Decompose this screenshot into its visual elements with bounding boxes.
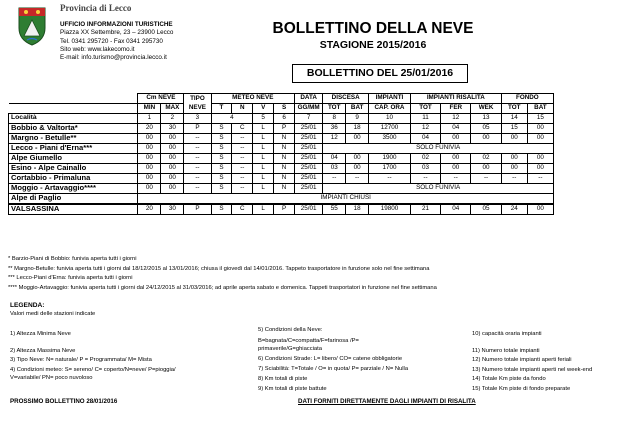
table-cell: 3500 xyxy=(369,134,411,144)
table-cell: N xyxy=(274,164,295,174)
table-cell: 30 xyxy=(161,124,184,134)
table-cell: N xyxy=(274,144,295,154)
blank-corner-2 xyxy=(9,104,138,114)
table-cell: 00 xyxy=(346,154,369,164)
office-contact-block xyxy=(60,21,173,62)
sub-bat-2: BAT xyxy=(527,104,553,114)
sub-s: S xyxy=(274,104,295,114)
table-cell: -- xyxy=(323,174,346,184)
location-name: Alpe di Paglio xyxy=(9,194,138,205)
group-risalita: IMPIANTI RISALITA xyxy=(410,94,501,104)
table-cell: P xyxy=(184,124,211,134)
table-cell: 04 xyxy=(441,124,471,134)
legend-item: 6) Condizioni Strade: L= libero/ CO= catene obbligatorie xyxy=(258,356,403,362)
table-cell: -- xyxy=(346,174,369,184)
table-row xyxy=(9,154,554,164)
table-cell: 04 xyxy=(410,134,440,144)
location-name: Lecco - Piani d'Erna*** xyxy=(9,144,138,154)
table-cell: 25/01 xyxy=(295,174,323,184)
table-cell: 25/01 xyxy=(295,164,323,174)
data-source-label: DATI FORNITI DIRETTAMENTE DAGLI IMPIANTI DI RISALITA xyxy=(298,398,476,405)
col-number: 3 xyxy=(184,114,211,124)
table-cell: -- xyxy=(471,174,501,184)
table-cell: L xyxy=(253,154,274,164)
office-address: Piazza XX Settembre, 23 – 23900 Lecco xyxy=(60,29,174,37)
sub-tot-2: TOT xyxy=(410,104,440,114)
row-status-note: SOLO FUNIVIA xyxy=(323,184,554,194)
legend-item: V=variabile/ PN= poco nuvoloso xyxy=(10,375,93,381)
table-cell: 00 xyxy=(138,134,161,144)
table-row xyxy=(9,174,554,184)
table-cell: -- xyxy=(184,164,211,174)
legend-subtitle: Valori medi delle stazioni indicate xyxy=(10,311,96,317)
row-status-note: SOLO FUNIVIA xyxy=(323,144,554,154)
table-cell: 25/01 xyxy=(295,184,323,194)
table-cell: -- xyxy=(501,174,527,184)
legend-item: B=bagnata/C=compatta/F=farinosa /P= xyxy=(258,338,359,344)
table-cell: 00 xyxy=(161,154,184,164)
legend-item: 9) Km totali di piste battute xyxy=(258,386,327,392)
table-cell: 25/01 xyxy=(295,134,323,144)
table-cell: 02 xyxy=(410,154,440,164)
sub-min: MIN xyxy=(138,104,161,114)
legend-item: 2) Altezza Massima Neve xyxy=(10,348,76,354)
localita-header: Località xyxy=(9,114,138,124)
col-number: 12 xyxy=(441,114,471,124)
table-cell: -- xyxy=(232,134,253,144)
location-name: Esino - Alpe Cainallo xyxy=(9,164,138,174)
summary-cell: 04 xyxy=(441,204,471,215)
summary-cell: 30 xyxy=(161,204,184,215)
table-cell: 00 xyxy=(161,134,184,144)
table-cell: 00 xyxy=(161,144,184,154)
table-cell: L xyxy=(253,174,274,184)
sub-bat: BAT xyxy=(346,104,369,114)
table-cell: 25/01 xyxy=(295,144,323,154)
table-cell: -- xyxy=(441,174,471,184)
table-cell: S xyxy=(211,184,232,194)
table-group-header-row xyxy=(9,94,554,104)
table-row xyxy=(9,164,554,174)
sub-max: MAX xyxy=(161,104,184,114)
table-cell: S xyxy=(211,124,232,134)
table-cell: 1700 xyxy=(369,164,411,174)
summary-cell: 21 xyxy=(410,204,440,215)
legend-item: 13) Numero totale impianti aperti nel week-end xyxy=(472,367,593,373)
col-number: 9 xyxy=(346,114,369,124)
table-cell: N xyxy=(274,184,295,194)
table-subheader-row xyxy=(9,104,554,114)
location-name: Cortabbio - Primaluna xyxy=(9,174,138,184)
group-cm-neve: Cm NEVE xyxy=(138,94,184,104)
legend-item: 7) Sciabilità: T=Totale / O= in quota/ P= parziale / N= Nulla xyxy=(258,366,409,372)
table-cell: 00 xyxy=(138,164,161,174)
table-cell: 00 xyxy=(501,164,527,174)
table-cell: -- xyxy=(369,174,411,184)
row-status-note: IMPIANTI CHIUSI xyxy=(138,194,554,205)
col-number: 11 xyxy=(410,114,440,124)
legend-item: 10) capacità oraria impianti xyxy=(472,331,542,337)
table-cell: -- xyxy=(184,154,211,164)
table-cell: 04 xyxy=(323,154,346,164)
legend-item: 1) Altezza Minima Neve xyxy=(10,331,71,337)
sub-cap-ora: CAP. ORA xyxy=(369,104,411,114)
table-cell: L xyxy=(253,134,274,144)
table-cell: N xyxy=(274,134,295,144)
table-cell: 12 xyxy=(323,134,346,144)
table-cell: 00 xyxy=(527,154,553,164)
table-cell: 18 xyxy=(346,124,369,134)
group-meteo: METEO NEVE xyxy=(211,94,295,104)
table-cell: N xyxy=(274,174,295,184)
table-cell: 05 xyxy=(471,124,501,134)
table-cell: S xyxy=(211,144,232,154)
bulletin-date-box: BOLLETTINO DEL 25/01/2016 xyxy=(292,64,468,83)
footnote: *** Lecco-Piani d'Erna: funivia aperta tutti i giorni xyxy=(8,275,133,281)
table-row xyxy=(9,124,554,134)
table-cell: 00 xyxy=(346,164,369,174)
footnote: ** Margno-Betulle: funivia aperta tutti i giorni dal 18/12/2015 al 13/01/2016; chiusa il giovedì dal 14/01/2016. Tappeto trasportatore in funzione solo nel fine settimana xyxy=(8,265,430,272)
sub-fer: FER xyxy=(441,104,471,114)
table-cell: 00 xyxy=(441,154,471,164)
table-cell: 00 xyxy=(527,124,553,134)
table-cell: 12700 xyxy=(369,124,411,134)
season-label: STAGIONE 2015/2016 xyxy=(319,39,427,51)
table-cell: -- xyxy=(184,184,211,194)
table-cell: 00 xyxy=(161,174,184,184)
location-name: Margno - Betulle** xyxy=(9,134,138,144)
table-cell: 00 xyxy=(441,164,471,174)
summary-name: VALSASSINA xyxy=(9,204,138,215)
col-number: 14 xyxy=(501,114,527,124)
next-bulletin-label: PROSSIMO BOLLETTINO 28/01/2016 xyxy=(10,398,118,405)
column-number-row xyxy=(9,114,554,124)
table-cell: 00 xyxy=(471,134,501,144)
summary-cell: 20 xyxy=(138,204,161,215)
table-cell: 00 xyxy=(138,174,161,184)
table-cell: 00 xyxy=(138,144,161,154)
table-cell: 00 xyxy=(501,134,527,144)
blank-corner xyxy=(9,94,138,104)
bulletin-title: BOLLETTINO DELLA NEVE xyxy=(272,20,474,37)
table-cell: 00 xyxy=(161,164,184,174)
table-cell: 00 xyxy=(441,134,471,144)
province-name: Provincia di Lecco xyxy=(60,3,132,13)
sub-tot-3: TOT xyxy=(501,104,527,114)
table-cell: -- xyxy=(184,174,211,184)
table-cell: 00 xyxy=(527,134,553,144)
summary-cell: L xyxy=(253,204,274,215)
summary-cell: P xyxy=(184,204,211,215)
table-row xyxy=(9,184,554,194)
table-cell: 20 xyxy=(138,124,161,134)
table-cell: S xyxy=(211,164,232,174)
office-email: E-mail: info.turismo@provincia.lecco.it xyxy=(60,54,167,62)
summary-cell: P xyxy=(274,204,295,215)
legend-item: 14) Totale Km piste da fondo xyxy=(472,376,546,382)
table-cell: S xyxy=(211,154,232,164)
group-data: DATA xyxy=(295,94,323,104)
summary-cell: 05 xyxy=(471,204,501,215)
summary-row xyxy=(9,204,554,215)
summary-cell: 24 xyxy=(501,204,527,215)
col-number: 13 xyxy=(471,114,501,124)
legend-title: LEGENDA: xyxy=(10,302,45,309)
footnotes xyxy=(8,255,437,293)
table-cell: 25/01 xyxy=(295,124,323,134)
table-cell: P xyxy=(274,124,295,134)
col-number: 1 xyxy=(138,114,161,124)
office-website: Sito web: www.lakecomo.it xyxy=(60,45,135,53)
table-cell: 00 xyxy=(161,184,184,194)
table-cell: L xyxy=(253,164,274,174)
table-cell: C xyxy=(232,124,253,134)
group-impianti: IMPIANTI xyxy=(369,94,411,104)
table-cell: -- xyxy=(232,154,253,164)
legend-item: 15) Totale Km piste di fondo preparate xyxy=(472,386,571,392)
snow-report-table xyxy=(8,93,554,215)
legend-item: 11) Numero totale impianti xyxy=(472,348,540,354)
table-cell: -- xyxy=(232,164,253,174)
summary-cell: S xyxy=(211,204,232,215)
summary-cell: 19800 xyxy=(369,204,411,215)
table-row xyxy=(9,144,554,154)
table-cell: S xyxy=(211,174,232,184)
summary-cell: 25/01 xyxy=(295,204,323,215)
col-number: 10 xyxy=(369,114,411,124)
table-cell: 1900 xyxy=(369,154,411,164)
group-tipo-neve: TIPO NEVE xyxy=(184,94,211,114)
summary-cell: 00 xyxy=(527,204,553,215)
sub-t: T xyxy=(211,104,232,114)
table-cell: 25/01 xyxy=(295,154,323,164)
sub-tot: TOT xyxy=(323,104,346,114)
table-cell: -- xyxy=(232,144,253,154)
table-cell: 00 xyxy=(527,164,553,174)
location-name: Alpe Giumello xyxy=(9,154,138,164)
col-number: 15 xyxy=(527,114,553,124)
legend-item: 4) Condizioni meteo: S= sereno/ C= coperto/N=neve/ P=pioggia/ xyxy=(10,367,176,373)
table-cell: N xyxy=(274,154,295,164)
table-cell: -- xyxy=(232,184,253,194)
table-cell: 03 xyxy=(410,164,440,174)
sub-n: N xyxy=(232,104,253,114)
group-discesa: DISCESA xyxy=(323,94,369,104)
col-number: 5 xyxy=(253,114,274,124)
province-coat-of-arms-icon xyxy=(14,6,50,46)
legend-item: 8) Km totali di piste xyxy=(258,376,308,382)
col-number: 2 xyxy=(161,114,184,124)
table-row xyxy=(9,194,554,205)
table-cell: -- xyxy=(184,134,211,144)
table-cell: -- xyxy=(184,144,211,154)
col-number: 7 xyxy=(295,114,323,124)
col-number: 8 xyxy=(323,114,346,124)
table-cell: 00 xyxy=(346,134,369,144)
summary-cell: 55 xyxy=(323,204,346,215)
legend-item: 3) Tipo Neve: N= naturale/ P = Programmata/ M= Mista xyxy=(10,357,152,363)
summary-cell: 18 xyxy=(346,204,369,215)
footnote: * Barzio-Piani di Bobbio: funivia aperta tutti i giorni xyxy=(8,256,137,262)
sub-wek: WEK xyxy=(471,104,501,114)
table-cell: 36 xyxy=(323,124,346,134)
table-cell: 00 xyxy=(471,164,501,174)
table-cell: 15 xyxy=(501,124,527,134)
location-name: Bobbio & Valtorta* xyxy=(9,124,138,134)
office-phone: Tel. 0341 295720 - Fax 0341 295730 xyxy=(60,37,163,45)
group-fondo: FONDO xyxy=(501,94,553,104)
table-cell: L xyxy=(253,184,274,194)
table-cell: 00 xyxy=(501,154,527,164)
summary-cell: C xyxy=(232,204,253,215)
legend-item: 12) Numero totale impianti aperti feriali xyxy=(472,357,572,363)
table-cell: 03 xyxy=(323,164,346,174)
table-cell: L xyxy=(253,144,274,154)
table-cell: L xyxy=(253,124,274,134)
table-cell: 02 xyxy=(471,154,501,164)
col-number: 6 xyxy=(274,114,295,124)
table-cell: -- xyxy=(527,174,553,184)
legend-item: 5) Condizioni della Neve: xyxy=(258,327,323,333)
sub-v: V xyxy=(253,104,274,114)
table-row xyxy=(9,134,554,144)
table-cell: 00 xyxy=(138,184,161,194)
legend-item: primaverile/G=ghiacciata xyxy=(258,346,322,352)
table-cell: -- xyxy=(410,174,440,184)
table-cell: 12 xyxy=(410,124,440,134)
location-name: Moggio - Artavaggio**** xyxy=(9,184,138,194)
sub-ggmm: GG/MM xyxy=(295,104,323,114)
footnote: **** Moggio-Artavaggio: funivia aperta tutti i giorni dal 24/12/2015 al 31/03/2016; ad aprile aperta sabato e domenica. Tappeti trasportatori in funzione nel fine settimana xyxy=(8,284,437,291)
office-title: UFFICIO INFORMAZIONI TURISTICHE xyxy=(60,21,173,28)
col-number: 4 xyxy=(211,114,253,124)
table-cell: -- xyxy=(232,174,253,184)
table-cell: 00 xyxy=(138,154,161,164)
table-cell: S xyxy=(211,134,232,144)
